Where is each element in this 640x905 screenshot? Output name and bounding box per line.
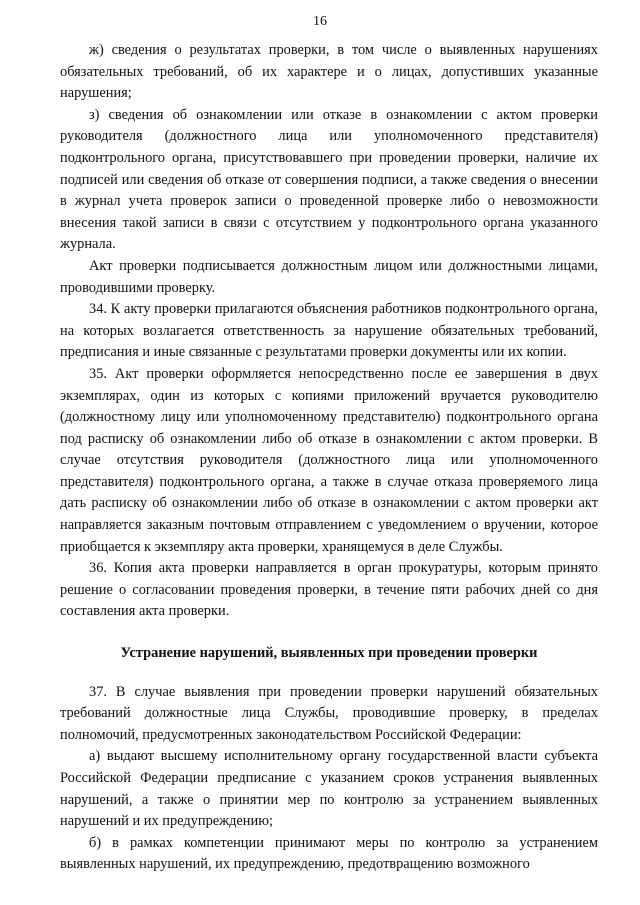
paragraph-a: а) выдают высшему исполнительному органу государственной власти субъекта Российской Федерации предписание с указанием сроков устранения выявленных нарушений, а также о принятии мер по контролю за устранением выявленных нарушений и их предупреждению; xyxy=(60,748,598,830)
page-number: 16 xyxy=(313,14,327,29)
paragraph-zh: ж) сведения о результатах проверки, в том числе о выявленных нарушениях обязательных требований, об их характере и о лицах, допустивших указанные нарушения; xyxy=(60,42,598,102)
section-heading: Устранение нарушений, выявленных при проведении проверки xyxy=(120,645,538,662)
paragraph-z: з) сведения об ознакомлении или отказе в ознакомлении с актом проверки руководителя (должностного лица или уполномоченного представителя) подконтрольного органа, присутствовавшего при проведении проверки, наличие их подписей или сведения об отказе от совершения подписи, а также сведения о внесении в журнал учета проверок записи о проведенной проверке либо о невозможности внесения такой записи в связи с отсутствием у подконтрольного органа указанного журнала. xyxy=(60,106,598,253)
paragraph-34: 34. К акту проверки прилагаются объяснения работников подконтрольного органа, на которых возлагается ответственность за нарушение обязательных требований, предписания и иные связанные с результатами проверки документы или их копии. xyxy=(60,301,598,361)
paragraph-b: б) в рамках компетенции принимают меры по контролю за устранением выявленных нарушений, их предупреждению, предотвращению возможного xyxy=(60,834,598,873)
paragraph-act-signed: Акт проверки подписывается должностным лицом или должностными лицами, проводившими проверку. xyxy=(60,257,598,296)
paragraph-36: 36. Копия акта проверки направляется в орган прокуратуры, которым принято решение о согласовании проведения проверки, в течение пяти рабочих дней со дня составления акта проверки. xyxy=(60,560,598,620)
paragraph-35: 35. Акт проверки оформляется непосредственно после ее завершения в двух экземплярах, один из которых с копиями приложений вручается руководителю (должностному лицу или уполномоченному представителю) подконтрольного органа под расписку об ознакомлении либо об отказе в ознакомлении с актом проверки. В случае отсутствия руководителя (должностного лица или уполномоченного представителя) подконтрольного органа, а также в случае отказа проверяемого лица дать расписку об ознакомлении либо об отказе в ознакомлении с актом проверки акт направляется заказным почтовым отправлением с уведомлением о вручении, которое приобщается к экземпляру акта проверки, хранящемуся в деле Службы. xyxy=(60,365,598,555)
paragraph-37: 37. В случае выявления при проведении проверки нарушений обязательных требований должностные лица Службы, проводившие проверку, в пределах полномочий, предусмотренных законодательством Российской Федерации: xyxy=(60,683,598,743)
document-body xyxy=(60,40,598,876)
